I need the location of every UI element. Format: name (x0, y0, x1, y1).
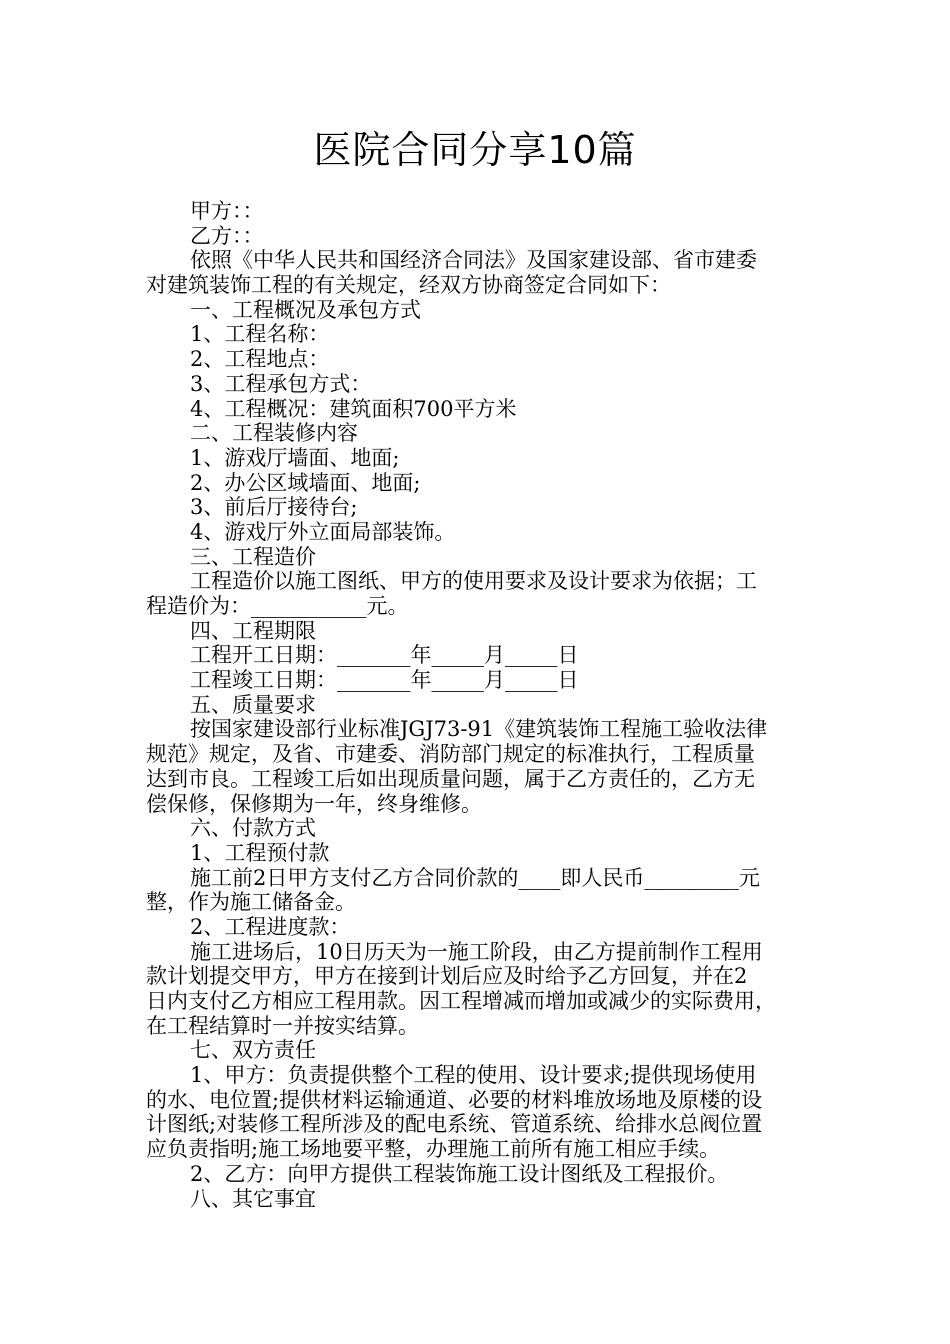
body-line: 2、乙方：向甲方提供工程装饰施工设计图纸及工程报价。 (190, 1161, 729, 1186)
body-line: 1、工程名称： (190, 322, 330, 347)
body-line: 对建筑装饰工程的有关规定，经双方协商签定合同如下： (146, 273, 671, 298)
body-line: 一、工程概况及承包方式 (190, 297, 421, 322)
body-line: 程造价为：___________元。 (146, 594, 409, 618)
body-line: 在工程结算时一并按实结算。 (146, 1013, 419, 1038)
body-line: 乙方：： (190, 223, 264, 248)
body-line: 3、工程承包方式： (190, 371, 372, 396)
document-title: 医院合同分享10篇 (313, 128, 637, 172)
document-body (146, 199, 810, 1211)
body-line: 工程开工日期：_______年_____月_____日 (190, 643, 579, 668)
body-line: 施工前2日甲方支付乙方合同价款的____即人民币_________元 (190, 865, 760, 890)
body-line: 工程竣工日期：_______年_____月_____日 (190, 668, 579, 693)
body-line: 工程造价以施工图纸、甲方的使用要求及设计要求为依据；工 (190, 569, 757, 594)
body-line: 施工进场后，10日历天为一施工阶段，由乙方提前制作工程用 (190, 939, 763, 964)
body-line: 日内支付乙方相应工程用款。因工程增减而增加或减少的实际费用， (146, 989, 776, 1013)
body-line: 三、工程造价 (190, 544, 316, 569)
body-line: 七、双方责任 (190, 1038, 316, 1063)
body-line: 六、付款方式 (190, 816, 316, 841)
body-line: 1、甲方：负责提供整个工程的使用、设计要求;提供现场使用 (190, 1063, 757, 1088)
body-line: 整，作为施工储备金。 (146, 890, 356, 915)
body-line: 4、工程概况：建筑面积700平方米 (190, 396, 517, 421)
body-line: 计图纸;对装修工程所涉及的配电系统、管道系统、给排水总阀位置 (146, 1112, 763, 1137)
body-line: 3、前后厅接待台; (190, 495, 358, 520)
body-line: 1、游戏厅墙面、地面; (190, 445, 400, 470)
body-line: 达到市良。工程竣工后如出现质量问题，属于乙方责任的，乙方无 (146, 766, 755, 791)
body-line: 按国家建设部行业标准JGJ73-91《建筑装饰工程施工验收法律 (190, 717, 768, 742)
body-line: 应负责指明;施工场地要平整，办理施工前所有施工相应手续。 (146, 1137, 721, 1162)
body-line: 偿保修，保修期为一年，终身维修。 (146, 791, 482, 816)
body-line: 1、工程预付款 (190, 840, 330, 865)
body-line: 2、办公区域墙面、地面; (190, 470, 421, 495)
body-line: 2、工程进度款： (190, 914, 351, 939)
body-line: 五、质量要求 (190, 692, 316, 717)
body-line: 款计划提交甲方，甲方在接到计划后应及时给予乙方回复，并在2 (146, 964, 748, 989)
body-line: 规范》规定，及省、市建委、消防部门规定的标准执行，工程质量 (146, 742, 755, 767)
body-line: 二、工程装修内容 (190, 421, 358, 446)
body-line: 依照《中华人民共和国经济合同法》及国家建设部、省市建委 (190, 248, 757, 273)
body-line: 八、其它事宜 (190, 1186, 316, 1211)
body-line: 的水、电位置;提供材料运输通道、必要的材料堆放场地及原楼的设 (146, 1087, 763, 1112)
body-line: 甲方：： (190, 199, 264, 223)
body-line: 四、工程期限 (190, 618, 316, 643)
body-line: 4、游戏厅外立面局部装饰。 (190, 519, 456, 544)
body-line: 2、工程地点： (190, 347, 330, 372)
